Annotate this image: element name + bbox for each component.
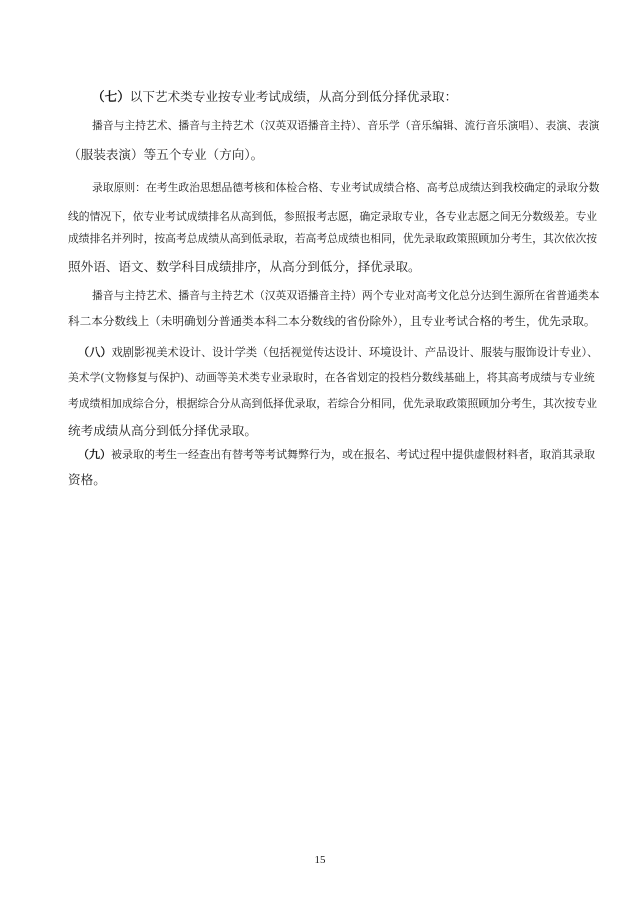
paragraph-line: 美术学(文物修复与保护)、动画等美术类专业录取时，在各省划定的投档分数线基础上，将其高考成绩与专业统 — [68, 371, 595, 384]
section-seven-heading — [92, 90, 457, 104]
paragraph-line: 照外语、语文、数学科目成绩排序，从高分到低分，择优录取。 — [68, 259, 421, 274]
section-number: （八） — [78, 345, 112, 359]
paragraph-line: 线的情况下，依专业考试成绩排名从高到低，参照报考志愿，确定录取专业，各专业志愿之间无分数级差。专业 — [68, 210, 598, 223]
paragraph-line: 成绩排名并列时，按高考总成绩从高到低录取，若高考总成绩也相同，优先录取政策照顾加分考生，其次依次按 — [68, 232, 598, 245]
paragraph-line: 科二本分数线上（未明确划分普通类本科二本分数线的省份除外），且专业考试合格的考生，优先录取。 — [68, 314, 596, 328]
page-number: 15 — [314, 854, 326, 866]
paragraph-line: 考成绩相加成综合分，根据综合分从高到低择优录取，若综合分相同，优先录取政策照顾加分考生，其次按专业 — [68, 397, 598, 410]
paragraph-line: 播音与主持艺术、播音与主持艺术（汉英双语播音主持）、音乐学（音乐编辑、流行音乐演唱）、表演、表演 — [92, 119, 600, 132]
paragraph-line: 播音与主持艺术、播音与主持艺术（汉英双语播音主持）两个专业对高考文化总分达到生源所在省普通类本 — [92, 289, 600, 302]
paragraph-line: 统考成绩从高分到低分择优录取。 — [68, 423, 257, 438]
section-number: （九） — [78, 448, 111, 461]
paragraph-line: （服装表演）等五个专业（方向）。 — [68, 147, 264, 162]
paragraph-text: 以下艺术类专业按专业考试成绩，从高分到低分择优录取： — [129, 89, 458, 104]
section-eight-heading — [78, 345, 598, 360]
section-number: （七） — [92, 89, 130, 104]
paragraph-line: 录取原则：在考生政治思想品德考核和体检合格、专业考试成绩合格、高考总成绩达到我校确定的录取分数 — [92, 181, 600, 194]
paragraph-text: 戏剧影视美术设计、设计学类（包括视觉传达设计、环境设计、产品设计、服装与服饰设计专业）、 — [111, 346, 599, 359]
paragraph-line: 资格。 — [68, 472, 106, 487]
section-nine-heading — [78, 448, 595, 462]
paragraph-text: 被录取的考生一经查出有替考等考试舞弊行为，或在报名、考试过程中提供虚假材料者，取消其录取 — [111, 448, 595, 461]
